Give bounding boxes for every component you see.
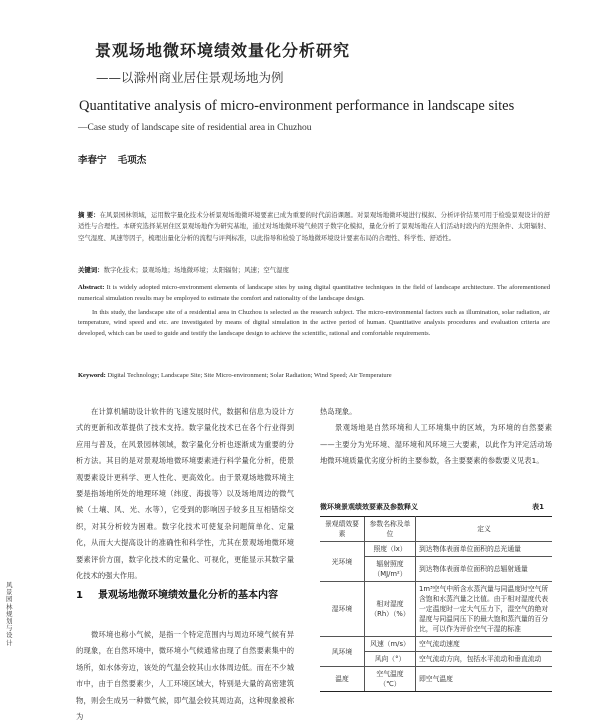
table-header-row [320, 517, 552, 542]
table-caption-text: 微环境景观绩效要素及参数释义 [320, 503, 418, 511]
body-left-column [76, 404, 294, 584]
table-cell-param: 照度（lx） [365, 542, 416, 557]
abstract-en-label: Abstract: [78, 284, 105, 291]
table-header-category: 景观绩效要素 [320, 517, 365, 542]
table-cell-definition: 1m³空气中所含水蒸汽量与同温度时空气所含饱和水蒸汽量之比值。由于相对湿度代表一定温度时一定大气压力下，湿空气的绝对湿度与同温同压下的最大饱和蒸汽量的百分比，可以作为评价空气干湿的标准 [416, 582, 553, 637]
body-left-column-2 [76, 627, 294, 725]
table-cell-definition: 空气流动速度 [416, 637, 553, 652]
table-cell-param: 风向（°） [365, 652, 416, 667]
table-cell-definition: 到达物体表面单位面积的总光通量 [416, 542, 553, 557]
parameters-table [320, 516, 552, 692]
abstract-cn-text: 在风景园林领域，运用数字量化技术分析景观场地微环境要素已成为重要的时代前沿课题。对景观场地微环境进行模拟、分析评价结果可用于检验景观设计的舒适性与合理性。本研究选择某居住区景观场地作为研究基地，通过对场地微环境气候因子数字化模拟，量化分析了景观场地在人们活动时段内的光照条件、太阳辐射、空气湿度、风速等因子，梳理出量化分析的流程与评判标准，以此指导和检验了场地微环境设计要素布局的合理性、科学性、舒适性。 [78, 211, 550, 242]
abstract-en-paragraph-2: In this study, the landscape site of a residential area in Chuzhou is selected as the research subject. The micro-environmental factors such as illumination, solar radiation, air temperature, wind speed and etc. are investigated by means of digital simulation in the active period of human. Quantitative analysis procedures and evaluation criteria are developed, which can be used to guide and testify the landscape design to achieve the scientific, rational and comfortable requirements. [78, 308, 550, 338]
table-cell-category: 风环境 [320, 637, 365, 667]
table-row [320, 667, 552, 692]
table-cell-param: 辐射照度（MJ/m²） [365, 557, 416, 582]
table-cell-category: 光环境 [320, 542, 365, 582]
table-cell-definition: 到达物体表面单位面积的总辐射通量 [416, 557, 553, 582]
table-cell-category: 温度 [320, 667, 365, 692]
abstract-en-paragraph [78, 283, 550, 305]
keywords-en-label: Keyword: [78, 372, 106, 379]
table-cell-definition: 空气流动方向，包括水平流动和垂直流动 [416, 652, 553, 667]
paper-subtitle-en: —Case study of landscape site of residential area in Chuzhou [78, 123, 312, 133]
body-paragraph-continued: 热岛现象。 [320, 407, 357, 416]
keywords-en [78, 370, 550, 381]
section-heading-1 [76, 588, 294, 604]
abstract-en [78, 283, 550, 343]
body-right-column [320, 404, 552, 470]
table-header-param: 参数名称及单位 [365, 517, 416, 542]
table-row [320, 542, 552, 557]
table-caption [320, 502, 552, 512]
paper-title-en: Quantitative analysis of micro-environment performance in landscape sites [79, 98, 515, 114]
journal-side-label: 风景园林规划与设计 [6, 581, 13, 647]
body-paragraph-site: 景观场地是自然环境和人工环境集中的区域，为环境的自然要素——主要分为光环境、湿环境和风环境三大要素，以此作为评定活动场地微环境质量优劣度分析的主要参数，各主要要素的参数要义见表1。 [320, 423, 552, 466]
table-cell-category: 湿环境 [320, 582, 365, 637]
table-cell-param: 空气温度（℃） [365, 667, 416, 692]
keywords-cn [78, 265, 550, 276]
table-row [320, 582, 552, 637]
abstract-cn-label: 摘 要： [78, 211, 100, 219]
paper-subtitle-cn: ——以滁州商业居住景观场地为例 [96, 70, 284, 85]
section-title: 景观场地微环境绩效量化分析的基本内容 [98, 590, 278, 601]
body-paragraph-intro: 在计算机辅助设计软件的飞速发展时代，数据和信息为设计方式的更新和改革提供了技术支持。数字量化技术已在各个行业得到应用与普及，在风景园林领域，数字量化分析也逐渐成为重要的分析方法。其目的是对景观场地微环境要素进行科学量化分析，使景观要素设计更科学、更人性化、更高效化。由于景观场地微环境主要是指场地所处的地理环境（纬度、海拔等）以及场地周边的微气候（土壤、风、光、水等），它受到的影响因子较多且互相错综交织，对其分析较为困难。数字化技术可使复杂问题简单化、定量化，从而大大提高设计的准确性和科学性，尤其在景观场地微环境要素评价方面，数字化技术的定量化、可视化，更能显示其数字量化技术的强大作用。 [76, 407, 294, 581]
abstract-cn [78, 210, 550, 244]
keywords-cn-text: 数字化技术；景观场地；场地微环境；太阳辐射；风速；空气湿度 [103, 266, 289, 274]
paper-title-cn: 景观场地微环境绩效量化分析研究 [95, 41, 351, 60]
authors: 李春宁 毛项杰 [78, 155, 147, 166]
table-cell-param: 相对湿度（Rh）（%） [365, 582, 416, 637]
table-cell-definition: 即空气温度 [416, 667, 553, 692]
table-header-definition: 定义 [416, 517, 553, 542]
body-paragraph-microclimate: 微环境也称小气候，是指一个特定范围内与周边环境气候有异的现象，在自然环境中，微环境小气候通常由现了自然要素集中的场所，如水体旁边，该处的气温会较其山水体周边低。而在不少城市中，由于自然要素少，人工环境区域大，特别是大量的高密建筑物，则会生成另一种微气候，即气温会较其周边高，这种现象被称为 [76, 630, 294, 722]
section-number: 1 [76, 590, 83, 601]
keywords-en-text: Digital Technology; Landscape Site; Site Micro-environment; Solar Radiation; Wind Speed; Air Temperature [107, 372, 392, 379]
keywords-cn-label: 关键词： [78, 266, 104, 274]
table-number: 表1 [532, 503, 544, 511]
table-cell-param: 风速（m/s） [365, 637, 416, 652]
table-row [320, 637, 552, 652]
abstract-en-p1: It is widely adopted micro-environment elements of landscape sites by using digital quantitative techniques in the field of landscape architecture. The aforementioned numerical simulation results may be employed to estimate the comfort and rationality of the landscape design. [78, 284, 551, 302]
